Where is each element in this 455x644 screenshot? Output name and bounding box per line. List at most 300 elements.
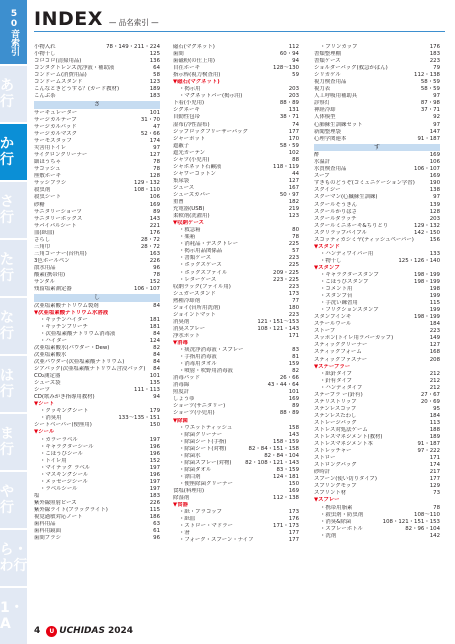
entry-pages: 174 bbox=[149, 138, 160, 145]
entry-name: 皿(紙皿) bbox=[34, 229, 55, 236]
kana-section-header: す bbox=[314, 144, 440, 152]
entry-pages: 112・138 bbox=[414, 72, 440, 79]
index-group-heading bbox=[314, 497, 440, 504]
entry-name: ・次亜塩素酸ナトリウム消毒液 bbox=[40, 330, 116, 337]
index-entry bbox=[34, 352, 160, 359]
index-entry bbox=[173, 474, 299, 481]
index-entry bbox=[314, 173, 440, 180]
index-tab-7[interactable]: ま行 bbox=[0, 412, 27, 470]
entry-name: 歯科用品 bbox=[34, 521, 56, 528]
entry-name: こんぶ茶 bbox=[34, 93, 56, 100]
entry-pages: 142 bbox=[429, 532, 440, 539]
entry-pages: 223 bbox=[429, 58, 440, 65]
index-entry bbox=[173, 516, 299, 523]
entry-pages: 143 bbox=[149, 215, 160, 222]
entry-name: 小物干し bbox=[34, 51, 56, 58]
index-entry bbox=[314, 399, 440, 406]
entry-name: 集尿袋 bbox=[173, 177, 190, 184]
entry-name: スティックフォーム bbox=[314, 349, 362, 356]
entry-name: ・箸 bbox=[179, 530, 190, 537]
entry-name: ▼シート bbox=[34, 401, 55, 408]
entry-pages: 92 bbox=[433, 114, 440, 121]
entry-name: コンタクトレンズ洗浄液・補助液 bbox=[34, 65, 115, 72]
entry-pages: 88 bbox=[292, 156, 299, 163]
entry-name: シューズカバー bbox=[173, 192, 211, 198]
index-entry bbox=[314, 448, 440, 455]
header-divider bbox=[34, 31, 445, 32]
index-entry bbox=[173, 262, 299, 269]
entry-pages: 80 bbox=[292, 227, 299, 234]
index-entry bbox=[34, 44, 160, 51]
entry-pages: 183 bbox=[149, 492, 160, 499]
index-entry bbox=[173, 185, 299, 192]
entry-pages: 169 bbox=[429, 152, 440, 159]
entry-name: ・除菌シート(対物) bbox=[179, 445, 227, 452]
entry-pages: 129・132 bbox=[134, 180, 160, 187]
index-entry bbox=[34, 373, 160, 380]
index-entry bbox=[173, 199, 299, 206]
index-entry bbox=[34, 387, 160, 394]
entry-pages: 82・84・104 bbox=[264, 452, 299, 459]
index-entry bbox=[34, 507, 160, 514]
entry-name: 歯間 bbox=[173, 51, 184, 58]
entry-pages: 223 bbox=[288, 283, 299, 290]
entry-pages: 84 bbox=[153, 330, 160, 337]
entry-pages: 196 bbox=[149, 471, 160, 478]
entry-name: ジュース bbox=[173, 184, 195, 191]
entry-name: 食塩(料理用) bbox=[173, 487, 205, 494]
entry-pages: 82 bbox=[153, 344, 160, 351]
entry-name: ・消臭&除菌 bbox=[320, 518, 352, 525]
entry-pages: 198・199 bbox=[414, 279, 440, 286]
entry-name: ・薬箱 bbox=[179, 234, 196, 241]
entry-pages: 199 bbox=[429, 307, 440, 314]
entry-name: 水質検査用品 bbox=[314, 166, 347, 173]
entry-pages: 179 bbox=[149, 408, 160, 415]
index-entry bbox=[173, 122, 299, 129]
entry-pages: 223・225 bbox=[273, 276, 299, 283]
index-entry bbox=[34, 93, 160, 100]
entry-pages: 108・121・143 bbox=[257, 325, 299, 332]
entry-name: ・キッチンハイター bbox=[40, 316, 88, 323]
entry-pages: 112・138 bbox=[273, 495, 299, 502]
index-entry bbox=[173, 277, 299, 284]
index-entry bbox=[314, 349, 440, 356]
index-entry bbox=[173, 382, 299, 389]
entry-pages: 158 bbox=[288, 424, 299, 431]
kana-section-header: さ bbox=[34, 101, 160, 109]
entry-name: 遮光カーテン bbox=[173, 149, 206, 156]
index-entry bbox=[34, 110, 160, 117]
index-tab-2[interactable]: か行 bbox=[0, 122, 27, 180]
entry-name: ・マスキングシール bbox=[40, 471, 89, 478]
index-entry bbox=[314, 44, 440, 51]
entry-name: ジャーポット bbox=[173, 135, 206, 142]
entry-pages: 199 bbox=[429, 293, 440, 300]
index-entry bbox=[34, 131, 160, 138]
index-entry bbox=[34, 479, 160, 486]
entry-name: 自動性包帯 bbox=[173, 114, 200, 121]
entry-pages: 101 bbox=[149, 373, 160, 380]
entry-name: さらし bbox=[34, 236, 51, 243]
entry-pages: 174 bbox=[429, 462, 440, 469]
sidebar-top-label: 50音索引 bbox=[0, 0, 27, 64]
index-entry bbox=[173, 241, 299, 248]
entry-pages: 198・199 bbox=[414, 314, 440, 321]
index-group-heading bbox=[314, 265, 440, 272]
entry-pages: 171 bbox=[288, 332, 299, 339]
entry-name: ・除菌シート(手指) bbox=[179, 438, 227, 445]
index-entry bbox=[314, 342, 440, 349]
entry-name: ステンレスコップ bbox=[314, 405, 357, 412]
entry-pages: 81 bbox=[292, 354, 299, 361]
entry-name: スプリント材 bbox=[314, 490, 347, 497]
entry-name: コンドーム(消費用品) bbox=[34, 72, 87, 79]
entry-name: スプリングモップ bbox=[314, 483, 357, 490]
index-entry bbox=[34, 223, 160, 230]
index-entry bbox=[173, 136, 299, 143]
entry-pages: 20・69 bbox=[420, 398, 440, 405]
entry-name: コンドームスタンド bbox=[34, 79, 83, 86]
entry-pages: 171 bbox=[429, 455, 440, 462]
index-group-heading bbox=[314, 364, 440, 371]
index-entry bbox=[173, 361, 299, 368]
entry-name: シューズ袋 bbox=[34, 380, 61, 387]
entry-name: ・掲示用品関係品 bbox=[179, 248, 223, 255]
entry-name: 3色ボールペン bbox=[34, 257, 70, 264]
entry-pages: 64 bbox=[153, 65, 160, 72]
index-tab-4[interactable]: た行 bbox=[0, 238, 27, 296]
index-entry bbox=[34, 528, 160, 535]
entry-pages: 108～110 bbox=[414, 511, 440, 518]
index-entry bbox=[314, 357, 440, 364]
entry-name: 酢 bbox=[314, 152, 320, 159]
entry-name: 三角コーナー(台所用) bbox=[34, 250, 87, 257]
index-tab-9[interactable]: ら・わ行 bbox=[0, 528, 27, 586]
entry-name: 柔軟剤(洗濯用) bbox=[173, 213, 210, 220]
brand-logo bbox=[46, 626, 105, 637]
index-tab-6[interactable]: は行 bbox=[0, 354, 27, 412]
entry-pages: 197 bbox=[149, 464, 160, 471]
entry-pages: 63 bbox=[153, 521, 160, 528]
index-group-heading bbox=[173, 79, 299, 86]
index-entry bbox=[173, 270, 299, 277]
index-entry bbox=[173, 157, 299, 164]
index-group-heading bbox=[34, 310, 160, 317]
index-tab-5[interactable]: な行 bbox=[0, 296, 27, 354]
entry-pages: 186 bbox=[149, 514, 160, 521]
index-entry bbox=[34, 138, 160, 145]
index-entry bbox=[173, 396, 299, 403]
index-entry bbox=[173, 213, 299, 220]
index-entry bbox=[34, 194, 160, 201]
entry-name: ショルダーバッグ(救急かばん) bbox=[314, 65, 388, 72]
index-entry bbox=[173, 446, 299, 453]
entry-name: ・携帯用脂素 bbox=[320, 504, 353, 511]
index-group-heading bbox=[173, 340, 299, 347]
entry-pages: 94 bbox=[292, 58, 299, 65]
entry-name: ・ボックスファイル bbox=[179, 269, 228, 276]
entry-name: 歯科用鏡面 bbox=[34, 528, 61, 535]
entry-name: 紫外線照射ビーズ bbox=[34, 499, 77, 506]
entry-name: 除湿剤 bbox=[173, 495, 190, 502]
index-entry bbox=[314, 216, 440, 223]
entry-pages: 203 bbox=[288, 93, 299, 100]
index-entry bbox=[34, 145, 160, 152]
entry-name: ・スプレーボトル bbox=[320, 525, 363, 532]
entry-name: ・ボックスケース bbox=[179, 262, 222, 269]
entry-pages: 168 bbox=[429, 349, 440, 356]
entry-pages: 181 bbox=[149, 323, 160, 330]
index-entry bbox=[34, 415, 160, 422]
entry-name: 視力表 bbox=[314, 86, 331, 93]
entry-pages: 101 bbox=[149, 109, 160, 116]
index-tab-8[interactable]: や行 bbox=[0, 470, 27, 528]
index-entry bbox=[173, 354, 299, 361]
index-entry bbox=[173, 192, 299, 199]
entry-pages: 57 bbox=[292, 248, 299, 255]
entry-pages: 111・113 bbox=[134, 387, 160, 394]
entry-pages: 212 bbox=[429, 377, 440, 384]
entry-name: サージカルテープ bbox=[34, 116, 77, 123]
entry-name: ・スタンプ台 bbox=[320, 293, 353, 300]
entry-pages: 79 bbox=[433, 65, 440, 72]
index-entry bbox=[34, 209, 160, 216]
entry-name: ストレス対処法ゲーム bbox=[314, 427, 368, 433]
entry-name: ・クッキングシート bbox=[40, 408, 89, 415]
index-entry bbox=[314, 483, 440, 490]
entry-pages: 196 bbox=[149, 443, 160, 450]
entry-pages: 115 bbox=[149, 506, 160, 513]
entry-pages: 38・71 bbox=[279, 114, 299, 121]
entry-name: ・トイレ用 bbox=[40, 457, 67, 464]
index-entry bbox=[173, 432, 299, 439]
entry-pages: 217 bbox=[429, 469, 440, 476]
entry-name: ジアパック(次亜塩素酸ナトリウム含浸パック) bbox=[34, 366, 146, 373]
index-entry bbox=[314, 251, 440, 258]
entry-pages: 188 bbox=[429, 427, 440, 433]
entry-pages: 133 bbox=[429, 250, 440, 257]
index-entry bbox=[314, 378, 440, 385]
entry-name: 塩 bbox=[34, 492, 40, 499]
entry-pages: 123 bbox=[288, 213, 299, 220]
index-entry bbox=[173, 255, 299, 262]
entry-pages: 169 bbox=[429, 173, 440, 180]
entry-name: シャツ(小児用) bbox=[173, 156, 210, 163]
entry-pages: 89 bbox=[292, 403, 299, 410]
entry-name: 収納ラック(ファイル用) bbox=[173, 283, 231, 290]
entry-name: 消毒パッド bbox=[173, 375, 200, 382]
index-entry bbox=[314, 51, 440, 58]
entry-name: 自在ホーキ bbox=[173, 65, 200, 72]
entry-name: 視力検査用品 bbox=[314, 79, 347, 86]
entry-name: 新聞整理袋 bbox=[314, 128, 341, 135]
entry-name: ▼スタンド bbox=[314, 243, 340, 250]
entry-pages: 128～130 bbox=[273, 65, 299, 72]
entry-name: ・ハンディタイプ bbox=[320, 384, 363, 391]
entry-pages: 44 bbox=[292, 170, 299, 177]
entry-pages: 97 bbox=[433, 121, 440, 128]
entry-name: スティッククリーナー bbox=[314, 342, 368, 349]
entry-pages: 97 bbox=[153, 145, 160, 152]
entry-name: 砂糖 bbox=[34, 201, 45, 208]
index-entry bbox=[173, 129, 299, 136]
entry-name: こんなときどうする？(カード教材) bbox=[34, 86, 120, 93]
entry-name: ・メッセージシール bbox=[40, 478, 88, 485]
entry-pages: 97・222 bbox=[417, 448, 440, 455]
index-entry bbox=[314, 371, 440, 378]
entry-pages: 181 bbox=[149, 316, 160, 323]
index-entry bbox=[173, 439, 299, 446]
entry-name: ショーツ(サニタリー) bbox=[173, 403, 226, 410]
index-tab-10[interactable]: 1・A bbox=[0, 586, 27, 644]
entry-pages: 173 bbox=[288, 290, 299, 297]
entry-name: スティックファスナー bbox=[314, 356, 368, 363]
entry-name: スタンプインキ bbox=[314, 314, 352, 321]
entry-name: しょうゆ bbox=[173, 396, 195, 403]
entry-name: ・紙皿 bbox=[179, 516, 196, 523]
entry-name: ▼磁石(マグネット) bbox=[173, 79, 220, 86]
entry-pages: 47 bbox=[153, 123, 160, 130]
index-entry bbox=[34, 317, 160, 324]
entry-name: サージカルマスク bbox=[34, 131, 78, 138]
index-entry bbox=[173, 333, 299, 340]
entry-pages: 78 bbox=[153, 166, 160, 173]
index-entry bbox=[314, 223, 440, 230]
index-entry bbox=[34, 152, 160, 159]
index-entry bbox=[34, 422, 160, 429]
entry-name: シリカゲル bbox=[314, 72, 341, 79]
index-entry bbox=[314, 476, 440, 483]
index-entry bbox=[34, 521, 160, 528]
index-entry bbox=[34, 380, 160, 387]
index-entry bbox=[314, 114, 440, 121]
entry-name: ストレッチャー bbox=[314, 448, 352, 455]
entry-name: 次亜パウダー(次亜塩素酸ナトリウム) bbox=[34, 358, 125, 365]
entry-pages: 108・110 bbox=[134, 187, 160, 194]
entry-name: スクールそうきん bbox=[314, 201, 358, 208]
entry-name: 歯間ブラシ bbox=[34, 535, 61, 542]
entry-pages: 26・66 bbox=[279, 375, 299, 382]
entry-name: ・マグネットバー(掲示用) bbox=[179, 93, 243, 100]
index-entry bbox=[314, 58, 440, 65]
entry-name: 心理学関連本 bbox=[314, 135, 347, 142]
entry-pages: 163 bbox=[149, 250, 160, 257]
index-entry bbox=[173, 537, 299, 544]
entry-name: ・ストロー・マドラー bbox=[179, 523, 233, 530]
entry-name: ・掲示用 bbox=[179, 86, 201, 93]
index-entry bbox=[173, 178, 299, 185]
index-tab-3[interactable]: さ行 bbox=[0, 180, 27, 238]
entry-name: ・漂白剤 bbox=[179, 473, 201, 480]
index-entry bbox=[314, 279, 440, 286]
page-footer bbox=[34, 624, 133, 638]
entry-name: スクイジー bbox=[314, 187, 341, 194]
entry-pages: 135 bbox=[149, 380, 160, 387]
entry-pages: 139 bbox=[429, 201, 440, 208]
index-entry bbox=[314, 100, 440, 107]
index-entry bbox=[34, 303, 160, 310]
index-entry bbox=[34, 451, 160, 458]
index-entry bbox=[34, 65, 160, 72]
index-entry bbox=[314, 505, 440, 512]
index-entry bbox=[314, 230, 440, 237]
entry-name: ・紙・プラコップ bbox=[179, 509, 223, 516]
entry-pages: 112 bbox=[288, 44, 299, 51]
entry-name: スコッティカシミヤ(ティッシュペーパー) bbox=[314, 236, 414, 243]
entry-pages: 226 bbox=[149, 499, 160, 506]
entry-pages: 223 bbox=[429, 328, 440, 335]
index-tab-1[interactable]: あ行 bbox=[0, 64, 27, 122]
index-entry bbox=[173, 234, 299, 241]
entry-name: 重曹 bbox=[173, 199, 184, 206]
entry-pages: 150 bbox=[149, 422, 160, 429]
entry-name: コロコロ(清掃用品) bbox=[34, 58, 82, 65]
entry-pages: 183 bbox=[149, 93, 160, 100]
entry-name: ・除菌スプレー(対物) bbox=[179, 459, 232, 466]
entry-pages: 58・59 bbox=[420, 79, 440, 86]
index-entry bbox=[34, 514, 160, 521]
entry-pages: 108・121・151・153 bbox=[382, 518, 440, 525]
entry-name: 災害用トイレ bbox=[34, 145, 67, 152]
entry-pages: 88・89 bbox=[279, 410, 299, 417]
entry-name: 小物入れ bbox=[34, 44, 56, 51]
entry-name: サージカルパッド bbox=[34, 123, 77, 130]
entry-pages: 138 bbox=[429, 187, 440, 194]
entry-pages: 212 bbox=[429, 370, 440, 377]
entry-name: サバイバルシート bbox=[34, 222, 77, 229]
entry-name: ・コメント用 bbox=[320, 286, 353, 293]
entry-pages: 78 bbox=[153, 271, 160, 278]
index-entry bbox=[173, 206, 299, 213]
index-entry bbox=[314, 455, 440, 462]
page-subtitle: — 品名索引 — bbox=[108, 18, 159, 27]
entry-pages: 106 bbox=[149, 194, 160, 201]
index-entry bbox=[173, 347, 299, 354]
entry-name: 残留塩素測定器 bbox=[34, 286, 72, 293]
entry-pages: 58・59 bbox=[279, 142, 299, 149]
index-entry bbox=[34, 173, 160, 180]
entry-pages: 152 bbox=[149, 279, 160, 286]
index-entry bbox=[173, 403, 299, 410]
index-entry bbox=[173, 171, 299, 178]
entry-pages: 78 bbox=[153, 159, 160, 166]
index-entry bbox=[173, 58, 299, 65]
index-entry bbox=[34, 408, 160, 415]
index-entry bbox=[314, 129, 440, 136]
index-entry bbox=[314, 237, 440, 244]
entry-name: ・ハンディワイパー用 bbox=[320, 250, 374, 257]
index-entry bbox=[173, 93, 299, 100]
index-entry bbox=[34, 265, 160, 272]
index-column-3 bbox=[314, 44, 440, 540]
entry-pages: 169 bbox=[288, 487, 299, 494]
index-entry bbox=[34, 500, 160, 507]
entry-name: ・ラベルシール bbox=[40, 485, 78, 492]
index-entry bbox=[173, 298, 299, 305]
index-entry bbox=[34, 458, 160, 465]
index-entry bbox=[173, 150, 299, 157]
entry-pages: 156 bbox=[429, 236, 440, 243]
entry-name: サニタリーボックス bbox=[34, 215, 83, 222]
entry-name: 歯磁粉(の仕上用) bbox=[173, 58, 215, 65]
entry-pages: 87・98 bbox=[420, 100, 440, 107]
entry-pages: 84 bbox=[153, 302, 160, 309]
entry-name: ▼スプレー bbox=[314, 497, 340, 504]
entry-pages: 73 bbox=[433, 490, 440, 497]
entry-pages: 147 bbox=[429, 128, 440, 135]
entry-pages: 176 bbox=[149, 229, 160, 236]
